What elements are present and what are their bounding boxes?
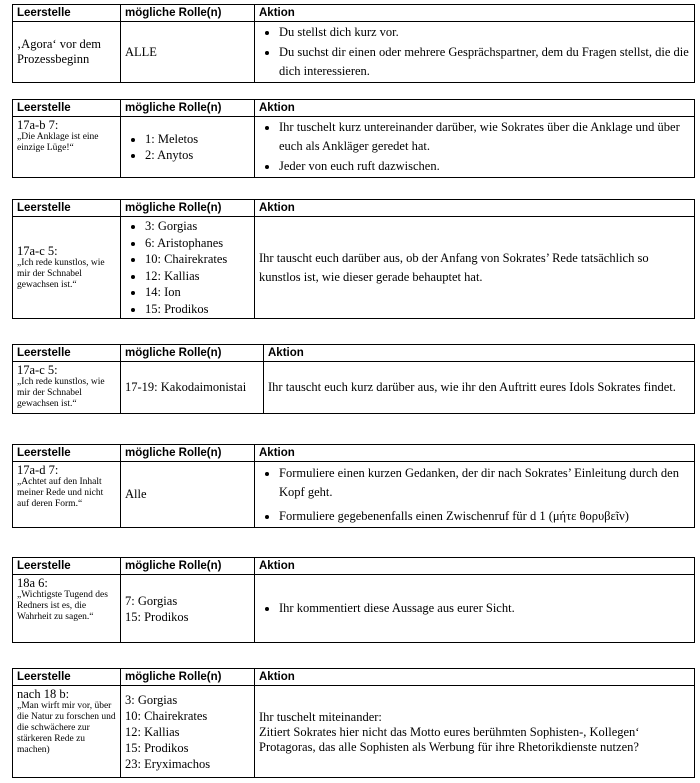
- table-17a-d: [12, 444, 695, 528]
- aktion-item: • Du stellst dich kurz vor.: [279, 23, 690, 42]
- aktion-text: Ihr tauscht euch kurz darüber aus, wie ihr den Auftritt eures Idols Sokrates findet.: [268, 380, 676, 394]
- role-item: • 15: Prodikos: [145, 301, 250, 318]
- role-text: Alle: [125, 487, 147, 501]
- leerstelle-text: ‚Agora‘ vor dem Prozessbeginn: [17, 37, 101, 66]
- leerstelle-quote: „Achtet auf den Inhalt meiner Rede und nicht auf deren Form.“: [17, 477, 104, 509]
- header-leerstelle: Leerstelle: [13, 100, 121, 117]
- leerstelle-cell: [13, 686, 121, 778]
- header-rollen: mögliche Rolle(n): [121, 558, 255, 575]
- header-rollen: mögliche Rolle(n): [121, 100, 255, 117]
- role-item: • 12: Kallias: [145, 268, 250, 285]
- aktion-cell: [255, 686, 695, 778]
- rollen-cell: [121, 362, 264, 414]
- header-leerstelle: Leerstelle: [13, 200, 121, 217]
- header-leerstelle: Leerstelle: [13, 669, 121, 686]
- header-aktion: Aktion: [255, 5, 695, 22]
- leerstelle-quote: „Die Anklage ist eine einzige Lüge!“: [17, 132, 99, 153]
- role-text: 17-19: Kakodaimonistai: [125, 380, 247, 394]
- aktion-item: • Formuliere einen kurzen Gedanken, der dir nach Sokrates’ Einleitung durch den Kopf geht.: [279, 464, 690, 502]
- table-agora: [12, 4, 695, 83]
- aktion-item: • Du suchst dir einen oder mehrere Gesprächspartner, dem du Fragen stellst, die die dich interessieren.: [279, 43, 690, 81]
- header-rollen: mögliche Rolle(n): [121, 200, 255, 217]
- aktion-item: • Ihr tuschelt kurz untereinander darüber, wie Sokrates über die Anklage und über euch als Ankläger geredet hat.: [279, 118, 690, 156]
- role-item: • 1: Meletos: [145, 131, 250, 148]
- header-rollen: mögliche Rolle(n): [121, 669, 255, 686]
- role-text: ALLE: [125, 44, 157, 59]
- table-17a-c-group: [12, 199, 695, 319]
- leerstelle-quote: „Man wirft mir vor, über die Natur zu forschen und die schwächere zur stärkeren Rede zu machen): [17, 701, 116, 755]
- leerstelle-quote: „Wichtigste Tugend des Redners ist es, die Wahrheit zu sagen.“: [17, 590, 108, 622]
- aktion-cell: [255, 22, 695, 83]
- role-item: • 10: Chairekrates: [145, 251, 250, 268]
- header-leerstelle: Leerstelle: [13, 558, 121, 575]
- aktion-cell: [255, 575, 695, 643]
- leerstelle-cell: [13, 462, 121, 528]
- header-rollen: mögliche Rolle(n): [121, 345, 264, 362]
- aktion-text: Zitiert Sokrates hier nicht das Motto eures berühmten Sophisten-, Kollegen‘ Protagoras, das alle Sophisten als Werbung für ihre Rhetorikdienste nutzen?: [259, 724, 640, 754]
- role-item: • 2: Anytos: [145, 147, 250, 164]
- header-leerstelle: Leerstelle: [13, 445, 121, 462]
- role-text: 15: Prodikos: [125, 609, 189, 624]
- role-text: 15: Prodikos: [125, 740, 189, 755]
- aktion-item: • Jeder von euch ruft dazwischen.: [279, 157, 690, 176]
- header-leerstelle: Leerstelle: [13, 345, 121, 362]
- header-aktion: Aktion: [255, 200, 695, 217]
- leerstelle-loc: nach 18 b:: [17, 687, 70, 701]
- role-item: • 6: Aristophanes: [145, 235, 250, 252]
- header-rollen: mögliche Rolle(n): [121, 5, 255, 22]
- role-text: 12: Kallias: [125, 724, 180, 739]
- leerstelle-loc: 17a-c 5:: [17, 363, 58, 377]
- rollen-cell: [121, 22, 255, 83]
- leerstelle-cell: [13, 117, 121, 178]
- leerstelle-cell: [13, 217, 121, 319]
- aktion-item: • Ihr kommentiert diese Aussage aus eurer Sicht.: [279, 599, 690, 618]
- aktion-cell: [255, 462, 695, 528]
- role-text: 23: Eryximachos: [125, 756, 211, 771]
- aktion-item: • Formuliere gegebenenfalls einen Zwischenruf für d 1 (μήτε θορυβεῖν): [279, 507, 690, 526]
- role-text: 10: Chairekrates: [125, 708, 208, 723]
- rollen-cell: [121, 217, 255, 319]
- aktion-cell: [255, 217, 695, 319]
- header-leerstelle: Leerstelle: [13, 5, 121, 22]
- rollen-cell: [121, 686, 255, 778]
- leerstelle-quote: „Ich rede kunstlos, wie mir der Schnabel gewachsen ist.“: [17, 377, 105, 409]
- aktion-cell: [255, 117, 695, 178]
- leerstelle-loc: 17a-b 7:: [17, 118, 59, 132]
- role-text: 3: Gorgias: [125, 692, 178, 707]
- header-aktion: Aktion: [255, 445, 695, 462]
- leerstelle-cell: [13, 362, 121, 414]
- role-item: • 3: Gorgias: [145, 218, 250, 235]
- leerstelle-loc: 17a-c 5:: [17, 244, 58, 258]
- table-18a: [12, 557, 695, 643]
- aktion-cell: [264, 362, 695, 414]
- aktion-text: Ihr tauscht euch darüber aus, ob der Anfang von Sokrates’ Rede tatsächlich so kunstlos ist, wie dieser gerade behauptet hat.: [259, 250, 649, 284]
- header-aktion: Aktion: [264, 345, 695, 362]
- aktion-text: Ihr tuschelt miteinander:: [259, 709, 382, 724]
- rollen-cell: [121, 575, 255, 643]
- leerstelle-quote: „Ich rede kunstlos, wie mir der Schnabel gewachsen ist.“: [17, 258, 105, 290]
- table-nach-18b: [12, 668, 695, 778]
- table-17a-b: [12, 99, 695, 178]
- leerstelle-loc: 17a-d 7:: [17, 463, 59, 477]
- leerstelle-loc: 18a 6:: [17, 576, 48, 590]
- header-aktion: Aktion: [255, 669, 695, 686]
- header-aktion: Aktion: [255, 100, 695, 117]
- leerstelle-cell: [13, 575, 121, 643]
- header-aktion: Aktion: [255, 558, 695, 575]
- rollen-cell: [121, 462, 255, 528]
- role-text: 7: Gorgias: [125, 593, 178, 608]
- header-rollen: mögliche Rolle(n): [121, 445, 255, 462]
- leerstelle-cell: [13, 22, 121, 83]
- table-17a-c-kakodaimonistai: [12, 344, 695, 414]
- role-item: • 14: Ion: [145, 284, 250, 301]
- rollen-cell: [121, 117, 255, 178]
